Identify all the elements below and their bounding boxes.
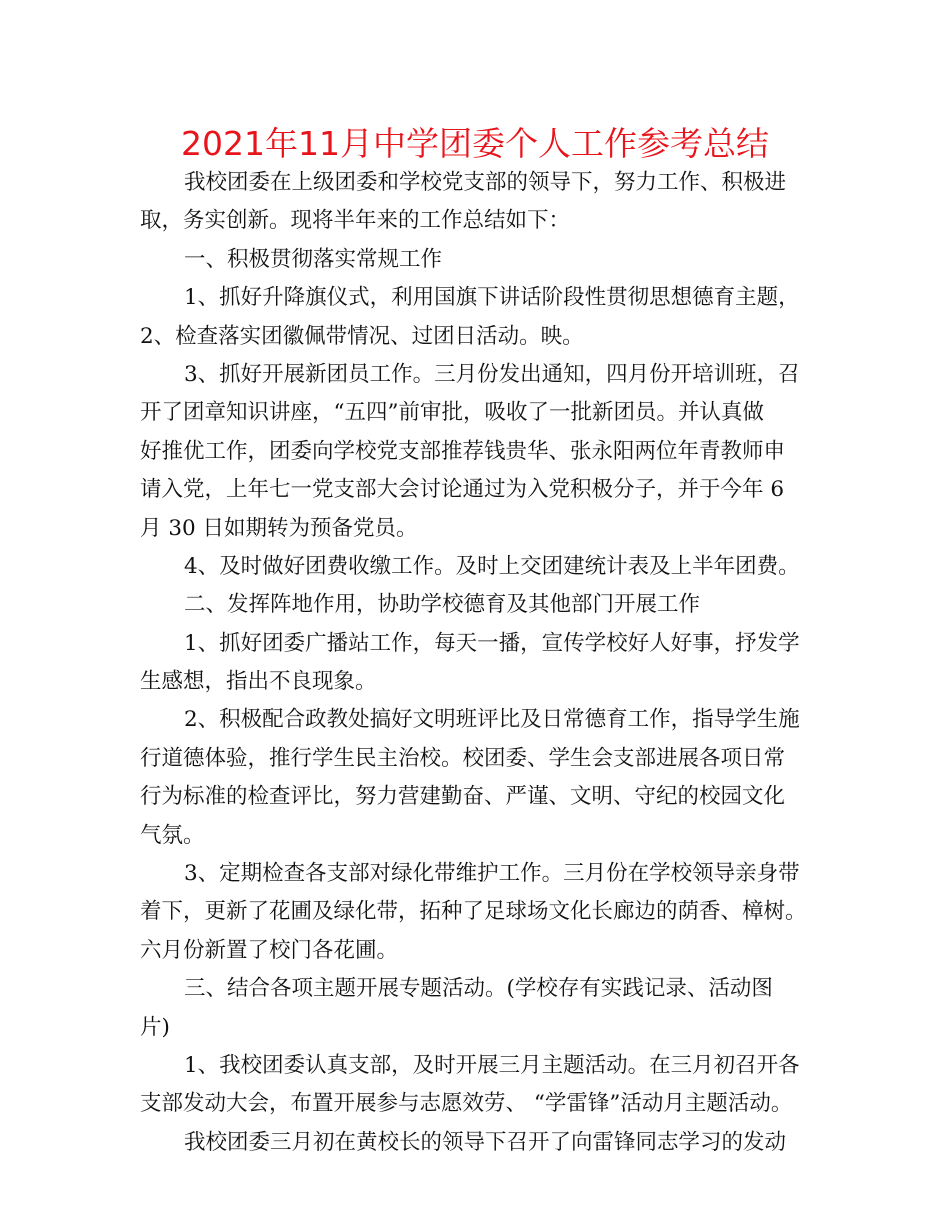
body-line: 六月份新置了校门各花圃。 (140, 937, 399, 963)
body-line: 2、检查落实团徽佩带情况、过团日活动。映。 (140, 323, 584, 349)
body-line: 请入党，上年七一党支部大会讨论通过为入党积极分子，并于今年 6 (140, 477, 785, 503)
body-line: 片) (140, 1014, 170, 1040)
body-line: 三、结合各项主题开展专题活动。(学校存有实践记录、活动图 (184, 976, 773, 1002)
body-line: 2、积极配合政教处搞好文明班评比及日常德育工作，指导学生施 (184, 707, 800, 733)
body-line: 气氛。 (140, 822, 205, 848)
body-line: 1、我校团委认真支部，及时开展三月主题活动。在三月初召开各 (184, 1052, 800, 1078)
body-line: 一、积极贯彻落实常规工作 (184, 246, 443, 272)
document-title: 2021年11月中学团委个人工作参考总结 (181, 124, 769, 163)
body-line: 3、定期检查各支部对绿化带维护工作。三月份在学校领导亲身带 (184, 861, 800, 887)
body-line: 3、抓好开展新团员工作。三月份发出通知，四月份开培训班，召 (184, 361, 800, 387)
body-line: 二、发挥阵地作用，协助学校德育及其他部门开展工作 (184, 592, 701, 618)
body-line: 开了团章知识讲座，“五四”前审批，吸收了一批新团员。并认真做 (140, 400, 764, 426)
body-line: 支部发动大会，布置开展参与志愿效劳、 “学雷锋”活动月主题活动。 (140, 1091, 793, 1117)
body-line: 生感想，指出不良现象。 (140, 669, 377, 695)
body-line: 取，务实创新。现将半年来的工作总结如下： (140, 208, 571, 234)
body-line: 行为标准的检查评比，努力营建勤奋、严谨、文明、守纪的校园文化 (140, 784, 786, 810)
body-line: 行道德体验，推行学生民主治校。校团委、学生会支部进展各项日常 (140, 745, 786, 771)
body-line: 1、抓好升降旗仪式，利用国旗下讲话阶段性贯彻思想德育主题， (184, 285, 800, 311)
body-line: 我校团委三月初在黄校长的领导下召开了向雷锋同志学习的发动 (184, 1129, 787, 1155)
document-body (140, 164, 815, 1162)
body-line: 着下，更新了花圃及绿化带，拓种了足球场文化长廊边的荫香、樟树。 (140, 899, 807, 925)
body-line: 好推优工作，团委向学校党支部推荐钱贵华、张永阳两位年青教师申 (140, 438, 786, 464)
body-line: 月 30 日如期转为预备党员。 (140, 515, 418, 541)
body-line: 1、抓好团委广播站工作，每天一播，宣传学校好人好事，抒发学 (184, 630, 800, 656)
body-line: 4、及时做好团费收缴工作。及时上交团建统计表及上半年团费。 (184, 553, 800, 579)
body-line: 我校团委在上级团委和学校党支部的领导下，努力工作、积极进 (184, 170, 787, 195)
